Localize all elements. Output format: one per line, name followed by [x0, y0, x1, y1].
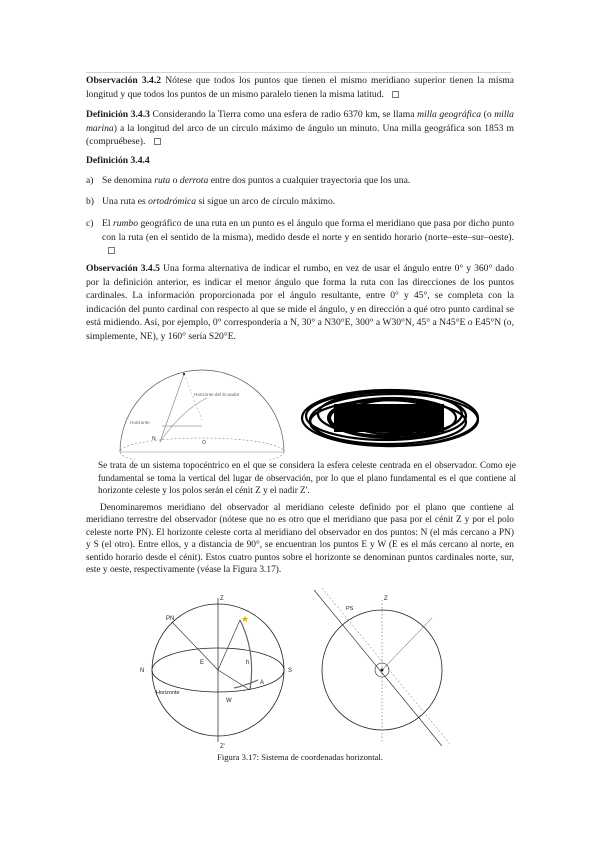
observation-3-4-2	[86, 74, 514, 101]
figure-label: h	[246, 660, 250, 666]
list-item	[86, 217, 514, 258]
end-mark-icon	[392, 91, 399, 98]
definition-3-4-3	[86, 108, 514, 149]
horizontal-coordinates-figure	[138, 592, 298, 752]
definition-term: milla geográfica	[417, 109, 481, 120]
figure-label: N	[140, 668, 145, 674]
list-text: geográfico de una ruta en un punto es el ángulo que forma el meridiano que pasa por dicho punto con la ruta (en el sentido de la misma), medido desde el norte y en sentido horario (norte–este–sur–oeste).	[102, 218, 514, 243]
list-text: o	[172, 175, 178, 186]
figure-label: O	[202, 440, 206, 446]
list-text: Se denomina	[102, 175, 152, 186]
figure-label: PN	[166, 616, 175, 622]
definition-term: milla marina	[86, 109, 514, 134]
figure-label: E	[200, 660, 205, 666]
observation-3-4-5	[86, 262, 514, 344]
definition-text: ) a la longitud del arco de un círculo máximo de ángulo un minuto. Una milla geográfica son 1853 m (compruébese).	[86, 122, 514, 148]
figure-label: Horizonte del Ecuador	[194, 392, 240, 397]
figure-label: Horizonte	[130, 420, 150, 425]
figure-label: Z'	[220, 744, 225, 750]
list-text: Una ruta es	[102, 196, 146, 207]
figure-caption: Figura 3.17: Sistema de coordenadas horizontal.	[217, 752, 383, 762]
list-term: ortodrómica	[148, 196, 197, 207]
definition-text: Considerando la Tierra como una esfera de radio 6370 km, se llama	[152, 109, 415, 120]
definition-3-4-4-heading	[86, 154, 514, 168]
definition-label: Definición 3.4.4	[86, 155, 150, 166]
list-marker: c)	[86, 218, 94, 229]
definition-label: Definición 3.4.3	[86, 109, 150, 120]
figure-label: A	[260, 680, 265, 686]
sphere-axes-figure	[312, 588, 462, 748]
end-mark-icon	[154, 138, 161, 145]
figure-label: Horizonte	[156, 690, 180, 696]
definition-text: (o	[483, 109, 492, 120]
list-text: entre dos puntos a cualquier trayectoria que los una.	[210, 175, 411, 186]
list-item	[86, 174, 514, 188]
observation-text: Nótese que todos los puntos que tienen el mismo meridiano superior tienen la misma longitud y que todos los puntos de un mismo paralelo tienen la misma latitud.	[86, 75, 514, 100]
zenith-point	[183, 373, 185, 375]
list-text: si sigue un arco de círculo máximo.	[198, 196, 336, 207]
list-marker: b)	[86, 196, 94, 207]
redacted-image	[294, 384, 488, 454]
figure-label: W	[226, 698, 232, 704]
list-term: derrota	[179, 175, 209, 186]
observation-label: Observación 3.4.5	[86, 263, 160, 274]
end-mark-icon	[108, 247, 115, 254]
body-paragraph: Denominaremos meridiano del observador al meridiano celeste definido por el plano que contiene al meridiano terrestre del observador (nótese que no es otro que el meridiano que pasa por el cénit Z y por el polo celeste norte PN). El horizonte celeste corta al meridiano del observador en dos puntos: N (el más cercano a PN) y S (el otro). Entre ellos, y a distancia de 90°, se encuentran los puntos E y W (E es el más cercano al norte, en sentido horario desde el cénit). Estos cuatro puntos sobre el horizonte se denominan puntos cardinales norte, sur, este y oeste, respectivamente (véase la Figura 3.17).	[86, 503, 514, 576]
celestial-sphere-figure	[112, 360, 292, 460]
list-text: El	[102, 218, 111, 229]
list-term: rumbo	[112, 218, 139, 229]
star-icon: ★	[241, 614, 250, 624]
figure-label: N	[152, 436, 156, 442]
observation-text: Una forma alternativa de indicar el rumbo, en vez de usar el ángulo entre 0° y 360° dado por la definición anterior, es indicar el menor ángulo que forma la ruta con las direcciones de los puntos cardinales. La información proporcionada por el ángulo resultante, entre 0° y 45°, se completa con la indicación del punto cardinal con respecto al que se mide el ángulo, y en dirección a qué otro punto cardinal se está midiendo. Así, por ejemplo, 0° correspondería a N, 30° a N30°E, 300° a W30°N, 45° a N45°E o E45°N (o, simplemente, NE), y 160° sería S20°E.	[86, 263, 514, 342]
figure-label: PS	[346, 606, 354, 612]
figure-label: Z	[220, 596, 224, 602]
list-item	[86, 195, 514, 209]
list-term: ruta	[154, 175, 171, 186]
list-marker: a)	[86, 175, 94, 186]
figure-label: S	[288, 668, 293, 674]
header-rule	[86, 72, 511, 73]
figure-caption: Se trata de un sistema topocéntrico en el que se considera la esfera celeste centrada en el observador. Como eje fundamental se toma la vertical del lugar de observación, por lo que el plano fundamental es el que contiene al horizonte celeste y los polos serán el cénit Z y el nadir Z'.	[98, 460, 516, 496]
observation-label: Observación 3.4.2	[86, 75, 162, 86]
figure-label: Z	[384, 596, 388, 602]
